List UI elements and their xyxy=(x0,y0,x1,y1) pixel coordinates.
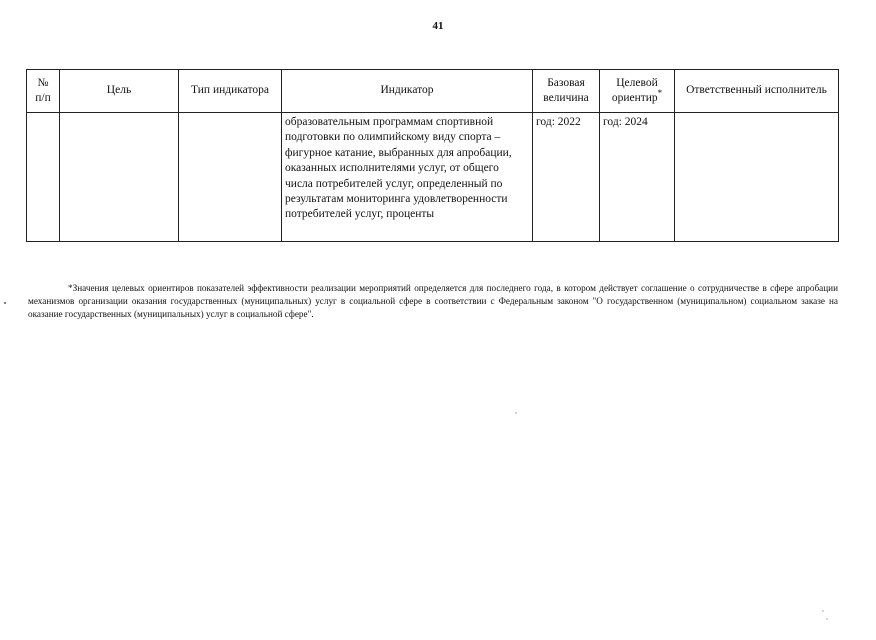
header-indicator: Индикатор xyxy=(282,70,533,113)
cell-indicator: образовательным программам спортивной подготовки по олимпийскому виду спорта – фигурное катание, выбранных для апробации, оказанных исполнителями услуг, от общего числа потребителей услуг, определенный по результатам мониторинга удовлетворенности потребителей услуг, проценты xyxy=(282,113,533,242)
target-footnote-marker: * xyxy=(657,88,663,99)
cell-goal xyxy=(60,113,179,242)
table-row xyxy=(27,113,839,242)
header-target xyxy=(600,70,675,113)
header-base-value: Базовая величина xyxy=(533,70,600,113)
table-header-row xyxy=(27,70,839,113)
header-indicator-type: Тип индикатора xyxy=(179,70,282,113)
footnote-text: *Значения целевых ориентиров показателей эффективности реализации мероприятий определяется для последнего года, в котором действует соглашение о сотрудничестве в сфере апробации механизмов организации оказания государственных (муниципальных) услуг в социальной сфере в соответствии с Федеральным законом "О государственном (муниципальном) социальном заказе на оказание государственных (муниципальных) услуг в социальной сфере". xyxy=(28,283,838,320)
cell-indicator-type xyxy=(179,113,282,242)
cell-target: год: 2024 xyxy=(600,113,675,242)
cell-responsible xyxy=(675,113,839,242)
header-target-label: Целевой ориентир xyxy=(611,76,658,104)
footnote xyxy=(28,282,838,322)
indicators-table xyxy=(26,69,839,242)
header-responsible: Ответственный исполнитель xyxy=(675,70,839,113)
page-number: 41 xyxy=(432,20,444,32)
cell-base-value: год: 2022 xyxy=(533,113,600,242)
header-number: № п/п xyxy=(27,70,60,113)
cell-number xyxy=(27,113,60,242)
header-goal: Цель xyxy=(60,70,179,113)
